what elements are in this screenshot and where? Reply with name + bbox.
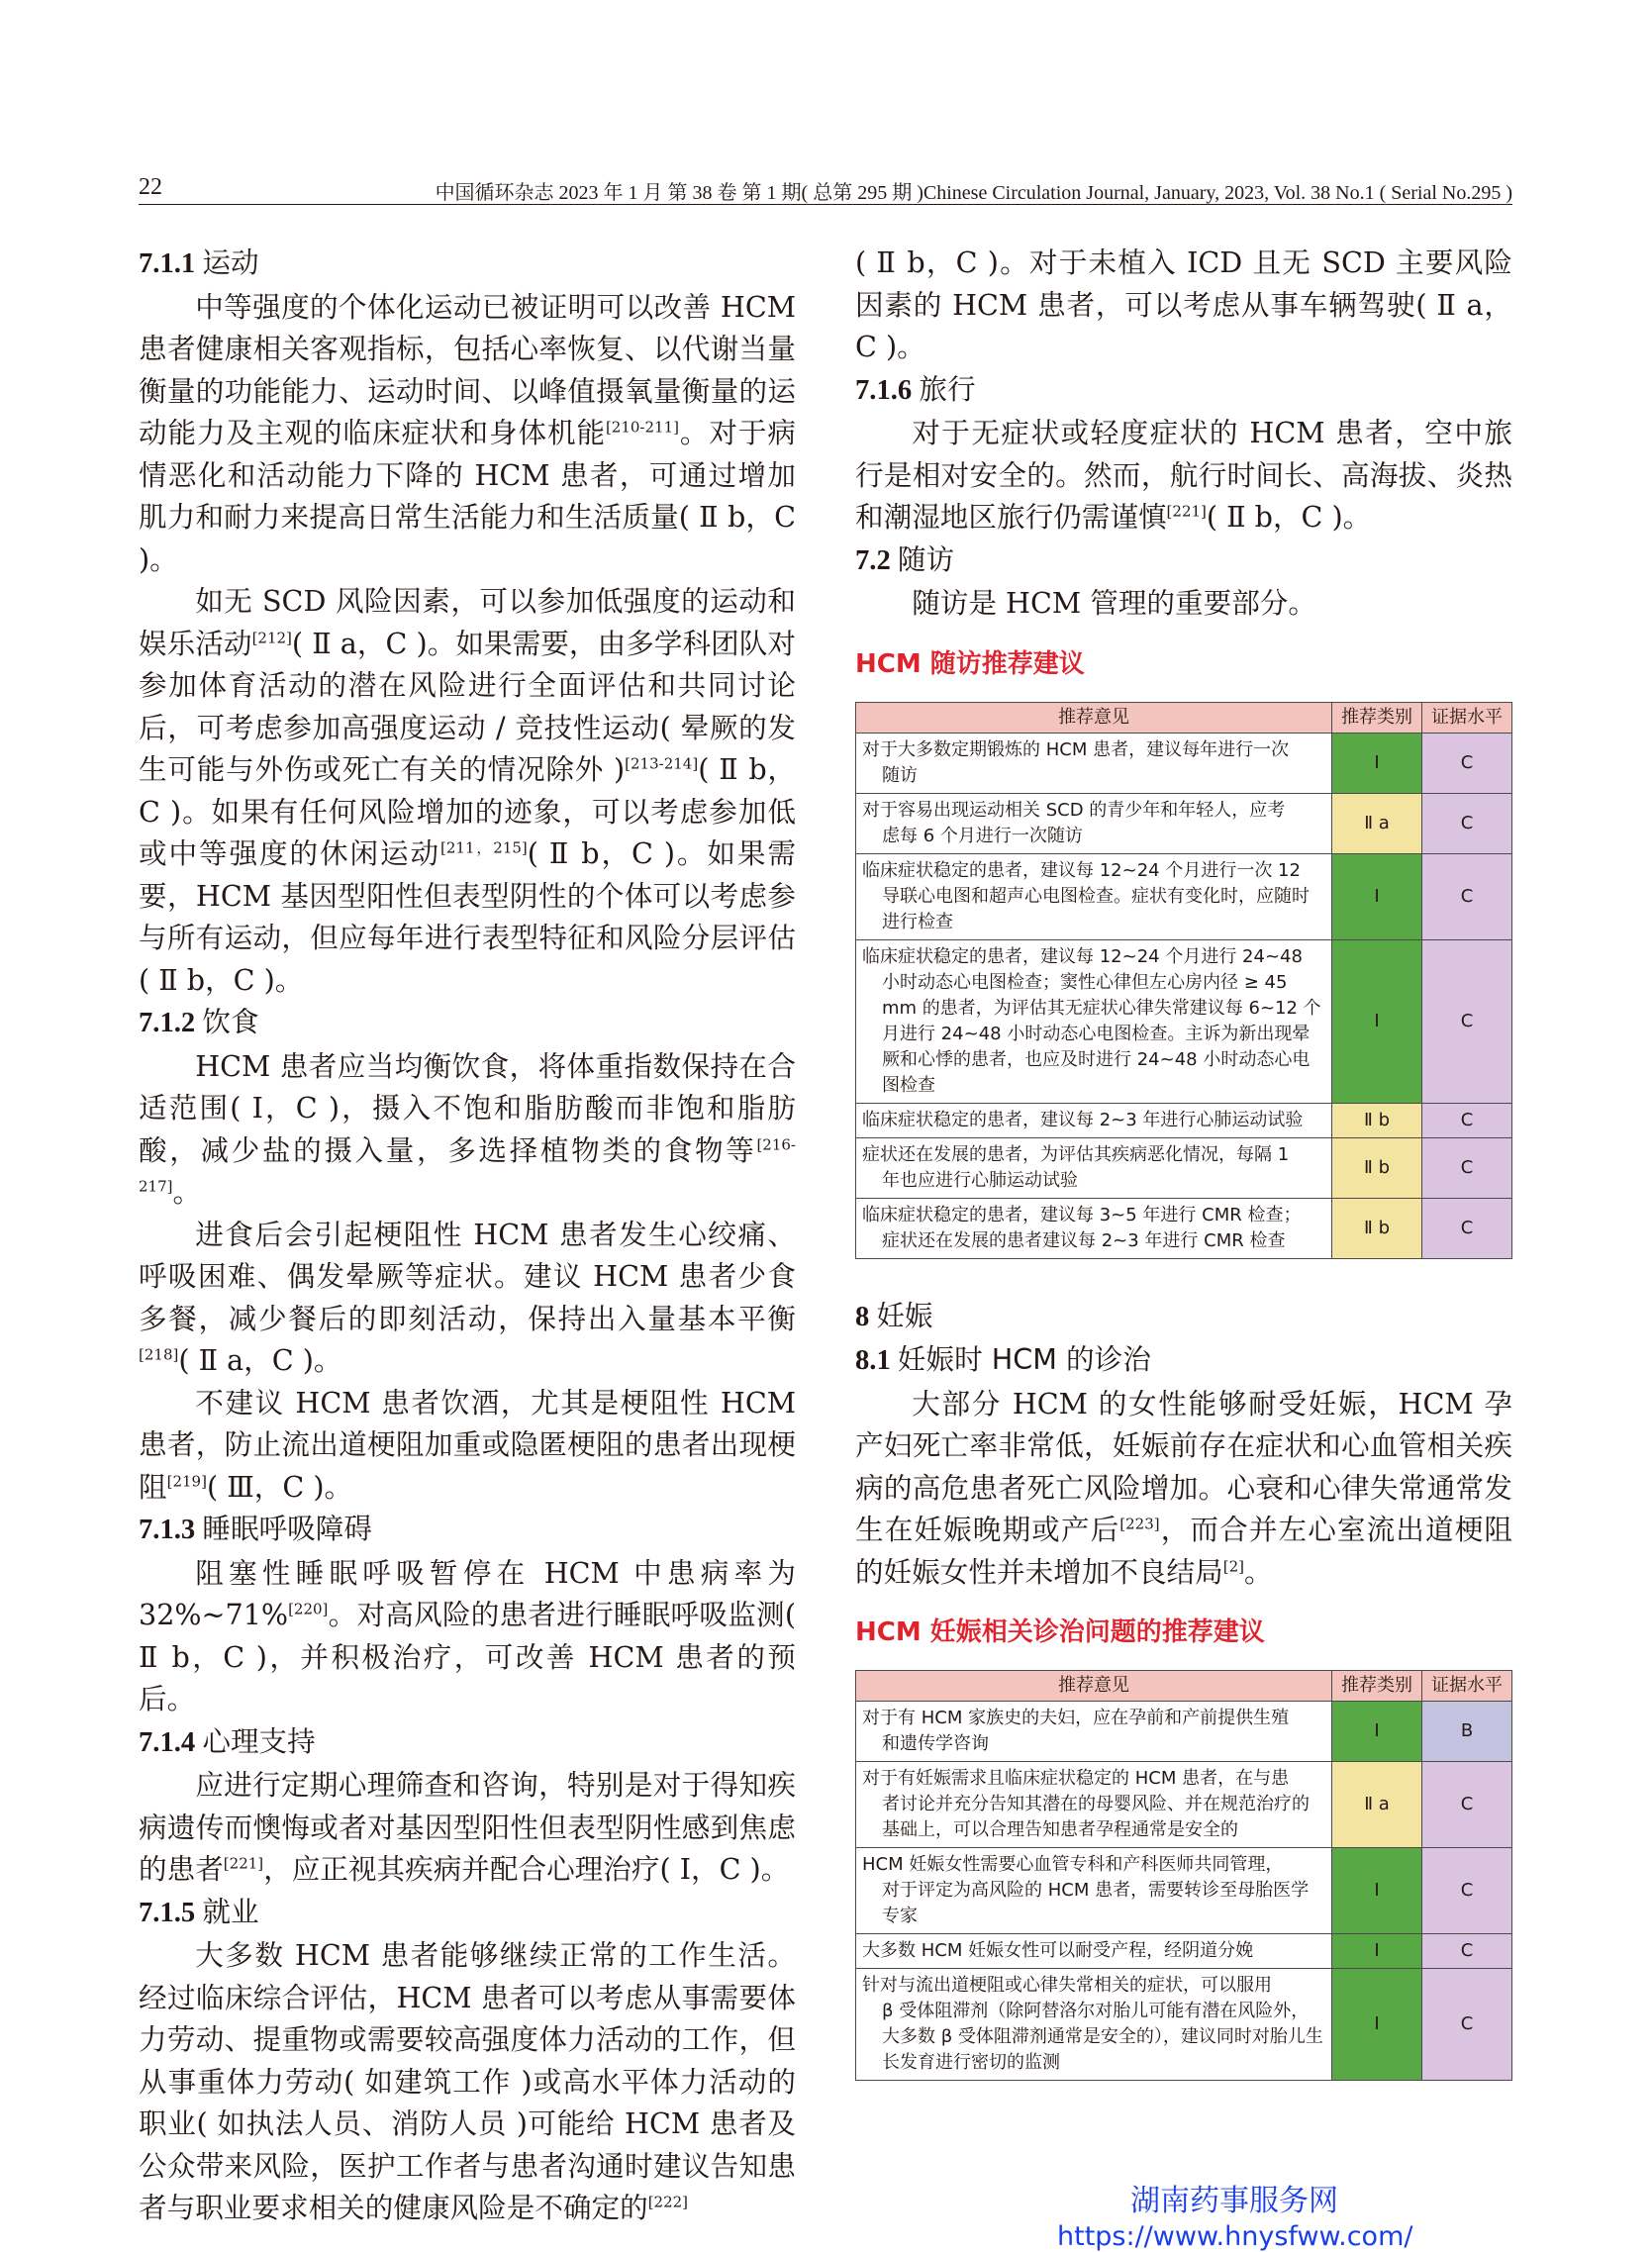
- recommendation-text: 对于容易出现运动相关 SCD 的青少年和年轻人，应考: [862, 799, 1286, 821]
- section-heading: 7.1.6 旅行: [855, 371, 976, 406]
- recommendation-cell: [856, 733, 1332, 793]
- paragraph: 对于无症状或轻度症状的 HCM 患者，空中旅行是相对安全的。然而，航行时间长、高海拔、炎热和潮湿地区旅行仍需谨慎[221]( Ⅱ b，C )。: [855, 416, 1512, 534]
- evidence-level-cell: C: [1422, 939, 1512, 1103]
- section-heading: 7.1.2 饮食: [139, 1005, 259, 1038]
- section-heading: 8 妊娠: [855, 1298, 933, 1332]
- recommendation-title: HCM 妊娠相关诊治问题的推荐建议: [855, 1617, 1265, 1647]
- evidence-level-cell: C: [1422, 793, 1512, 853]
- paragraph: HCM 患者应当均衡饮食，将体重指数保持在合适范围( Ⅰ，C )，摄入不饱和脂肪酸而非饱和脂肪酸，减少盐的摄入量，多选择植物类的食物等[216-217]。: [139, 1048, 796, 1209]
- right-column: [855, 242, 1512, 2081]
- watermark-site-name: 湖南药事服务网: [1130, 2184, 1338, 2218]
- recommendation-text: 临床症状稳定的患者，建议每 3~5 年进行 CMR 检查；: [862, 1204, 1302, 1225]
- recommendation-text: β 受体阻滞剂（除阿替洛尔对胎儿可能有潜在风险外，大多数 β 受体阻滞剂通常是安全的），建议同时对胎儿生长发育进行密切的监测: [882, 2001, 1323, 2073]
- evidence-level-cell: C: [1422, 1103, 1512, 1137]
- section-heading: 7.1.5 就业: [139, 1894, 259, 1928]
- table-row: [856, 733, 1512, 793]
- evidence-level-cell: C: [1422, 853, 1512, 939]
- recommendation-cell: [856, 939, 1332, 1103]
- section-heading: 7.1.3 睡眠呼吸障碍: [139, 1512, 372, 1545]
- recommendation-class-cell: Ⅰ: [1332, 939, 1422, 1103]
- recommendation-cell: [856, 1103, 1332, 1137]
- paragraph: 应进行定期心理筛查和咨询，特别是对于得知疾病遗传而懊悔或者对基因型阳性但表型阴性感到焦虑的患者[221]，应正视其疾病并配合心理治疗( Ⅰ，C )。: [139, 1768, 796, 1886]
- recommendation-text: 临床症状稳定的患者，建议每 12~24 个月进行 24~48: [862, 945, 1303, 967]
- evidence-level-cell: C: [1422, 1137, 1512, 1198]
- recommendation-text: 年也应进行心肺运动试验: [882, 1169, 1078, 1191]
- recommendation-text: 对于大多数定期锻炼的 HCM 患者，建议每年进行一次: [862, 738, 1290, 760]
- column-header: 推荐意见: [856, 1671, 1332, 1702]
- table-row: [856, 1934, 1512, 1969]
- running-title: 中国循环杂志 2023 年 1 月 第 38 卷 第 1 期( 总第 295 期 )Chinese Circulation Journal, January, 2023, Vol. 38 No.1 ( Serial No.295 ): [435, 182, 1512, 204]
- recommendation-cell: [856, 1762, 1332, 1848]
- table-row: [856, 1198, 1512, 1258]
- evidence-level-cell: C: [1422, 733, 1512, 793]
- recommendation-class-cell: Ⅰ: [1332, 1702, 1422, 1762]
- evidence-level-cell: C: [1422, 1848, 1512, 1934]
- recommendation-text: 导联心电图和超声心电图检查。症状有变化时，应随时进行检查: [882, 885, 1310, 932]
- table-row: [856, 853, 1512, 939]
- paragraph: 中等强度的个体化运动已被证明可以改善 HCM 患者健康相关客观指标，包括心率恢复、以代谢当量衡量的功能能力、运动时间、以峰值摄氧量衡量的运动能力及主观的临床症状和身体机能[210-211]。对于病情恶化和活动能力下降的 HCM 患者，可通过增加肌力和耐力来提高日常生活能力和生活质量( Ⅱ b，C )。: [139, 289, 796, 576]
- recommendation-cell: [856, 853, 1332, 939]
- recommendation-text: 对于评定为高风险的 HCM 患者，需要转诊至母胎医学专家: [882, 1880, 1310, 1926]
- table-row: [856, 1103, 1512, 1137]
- recommendation-text: 症状还在发展的患者，为评估其疾病恶化情况，每隔 1: [862, 1143, 1290, 1165]
- page-header: [139, 170, 1512, 205]
- table-header-row: [856, 702, 1512, 733]
- recommendation-class-cell: Ⅰ: [1332, 1934, 1422, 1969]
- watermark: [1057, 2176, 1412, 2252]
- paragraph: 随访是 HCM 管理的重要部分。: [912, 586, 1316, 620]
- recommendation-text: 和遗传学咨询: [882, 1733, 989, 1754]
- column-header: 推荐类别: [1332, 702, 1422, 733]
- recommendation-cell: [856, 1702, 1332, 1762]
- table-row: [856, 1848, 1512, 1934]
- recommendation-text: 大多数 HCM 妊娠女性可以耐受产程，经阴道分娩: [862, 1940, 1254, 1961]
- recommendation-table: [855, 1670, 1512, 2081]
- table-header-row: [856, 1671, 1512, 1702]
- table-row: [856, 1702, 1512, 1762]
- evidence-level-cell: C: [1422, 1969, 1512, 2081]
- paragraph: 不建议 HCM 患者饮酒，尤其是梗阻性 HCM 患者，防止流出道梗阻加重或隐匿梗阻的患者出现梗阻[219]( Ⅲ，C )。: [139, 1385, 796, 1504]
- paragraph: 如无 SCD 风险因素，可以参加低强度的运动和娱乐活动[212]( Ⅱ a，C )。如果需要，由多学科团队对参加体育活动的潜在风险进行全面评估和共同讨论后，可考虑参加高强度运动 / 竞技性运动( 晕厥的发生可能与外伤或死亡有关的情况除外 )[213-214]( Ⅱ b，C )。如果有任何风险增加的迹象，可以考虑参加低或中等强度的休闲运动[211，215]( Ⅱ b，C )。如果需要，HCM 基因型阳性但表型阴性的个体可以考虑参与所有运动，但应每年进行表型特征和风险分层评估( Ⅱ b，C )。: [139, 584, 797, 997]
- recommendation-class-cell: Ⅰ: [1332, 853, 1422, 939]
- recommendation-cell: [856, 1848, 1332, 1934]
- section-heading: 7.2 随访: [855, 541, 955, 576]
- recommendation-text: 症状还在发展的患者建议每 2~3 年进行 CMR 检查: [882, 1229, 1286, 1251]
- evidence-level-cell: C: [1422, 1198, 1512, 1258]
- recommendation-cell: [856, 1969, 1332, 2081]
- section-heading: 7.1.1 运动: [139, 245, 259, 279]
- table-row: [856, 793, 1512, 853]
- paragraph: 大部分 HCM 的女性能够耐受妊娠，HCM 孕产妇死亡率非常低，妊娠前存在症状和心血管相关疾病的高危患者死亡风险增加。心衰和心律失常通常发生在妊娠晚期或产后[223]，而合并左心室流出道梗阻的妊娠女性并未增加不良结局[2]。: [855, 1386, 1512, 1589]
- recommendation-table: [855, 702, 1512, 1259]
- recommendation-text: 随访: [882, 764, 918, 786]
- recommendation-text: 小时动态心电图检查；窦性心律但左心房内径 ≥ 45 mm 的患者，为评估其无症状心律失常建议每 6~12 个月进行 24~48 小时动态心电图检查。主诉为新出现晕厥和心悸的患者，也应及时进行 24~48 小时动态心电图检查: [882, 971, 1321, 1096]
- left-column: [139, 242, 796, 2229]
- recommendation-class-cell: Ⅱ b: [1332, 1198, 1422, 1258]
- recommendation-text: HCM 妊娠女性需要心血管专科和产科医师共同管理，: [862, 1854, 1284, 1875]
- evidence-level-cell: B: [1422, 1702, 1512, 1762]
- table-row: [856, 1969, 1512, 2081]
- recommendation-class-cell: Ⅱ a: [1332, 1762, 1422, 1848]
- page-number: 22: [139, 174, 162, 200]
- table-row: [856, 1762, 1512, 1848]
- recommendation-cell: [856, 793, 1332, 853]
- column-header: 证据水平: [1422, 702, 1512, 733]
- recommendation-class-cell: Ⅱ a: [1332, 793, 1422, 853]
- evidence-level-cell: C: [1422, 1934, 1512, 1969]
- recommendation-class-cell: Ⅰ: [1332, 733, 1422, 793]
- recommendation-text: 者讨论并充分告知其潜在的母婴风险、并在规范治疗的基础上，可以合理告知患者孕程通常是安全的: [882, 1794, 1310, 1840]
- recommendation-text: 针对与流出道梗阻或心律失常相关的症状，可以服用: [862, 1975, 1272, 1996]
- recommendation-text: 临床症状稳定的患者，建议每 2~3 年进行心肺运动试验: [862, 1109, 1304, 1130]
- recommendation-title: HCM 随访推荐建议: [855, 648, 1085, 679]
- table-row: [856, 1137, 1512, 1198]
- recommendation-text: 虑每 6 个月进行一次随访: [882, 825, 1083, 846]
- recommendation-class-cell: Ⅱ b: [1332, 1103, 1422, 1137]
- recommendation-class-cell: Ⅱ b: [1332, 1137, 1422, 1198]
- column-header: 推荐意见: [856, 702, 1332, 733]
- recommendation-cell: [856, 1934, 1332, 1969]
- column-header: 推荐类别: [1332, 1671, 1422, 1702]
- recommendation-cell: [856, 1198, 1332, 1258]
- recommendation-class-cell: Ⅰ: [1332, 1848, 1422, 1934]
- recommendation-text: 临床症状稳定的患者，建议每 12~24 个月进行一次 12: [862, 859, 1301, 881]
- section-heading: 8.1 妊娠时 HCM 的诊治: [855, 1342, 1151, 1376]
- recommendation-text: 对于有 HCM 家族史的夫妇，应在孕前和产前提供生殖: [862, 1708, 1290, 1728]
- column-header: 证据水平: [1422, 1671, 1512, 1702]
- recommendation-cell: [856, 1137, 1332, 1198]
- paragraph: 进食后会引起梗阻性 HCM 患者发生心绞痛、呼吸困难、偶发晕厥等症状。建议 HCM 患者少食多餐，减少餐后的即刻活动，保持出入量基本平衡[218]( Ⅱ a，C )。: [139, 1217, 796, 1377]
- paragraph: 阻塞性睡眠呼吸暂停在 HCM 中患病率为 32%~71%[220]。对高风险的患者进行睡眠呼吸监测( Ⅱ b，C )，并积极治疗，可改善 HCM 患者的预后。: [139, 1555, 796, 1715]
- recommendation-text: 对于有妊娠需求且临床症状稳定的 HCM 患者，在与患: [862, 1768, 1290, 1789]
- recommendation-class-cell: Ⅰ: [1332, 1969, 1422, 2081]
- evidence-level-cell: C: [1422, 1762, 1512, 1848]
- section-heading: 7.1.4 心理支持: [139, 1723, 316, 1758]
- table-row: [856, 939, 1512, 1103]
- paragraph: ( Ⅱ b，C )。对于未植入 ICD 且无 SCD 主要风险因素的 HCM 患者，可以考虑从事车辆驾驶( Ⅱ a，C )。: [855, 245, 1512, 363]
- watermark-url: https://www.hnysfww.com/: [1057, 2221, 1413, 2252]
- paragraph: 大多数 HCM 患者能够继续正常的工作生活。经过临床综合评估，HCM 患者可以考虑从事需要体力劳动、提重物或需要较高强度体力活动的工作，但从事重体力劳动( 如建筑工作 )或高水平体力活动的职业( 如执法人员、消防人员 )可能给 HCM 患者及公众带来风险，医护工作者与患者沟通时建议告知患者与职业要求相关的健康风险是不确定的[222]: [139, 1938, 796, 2224]
